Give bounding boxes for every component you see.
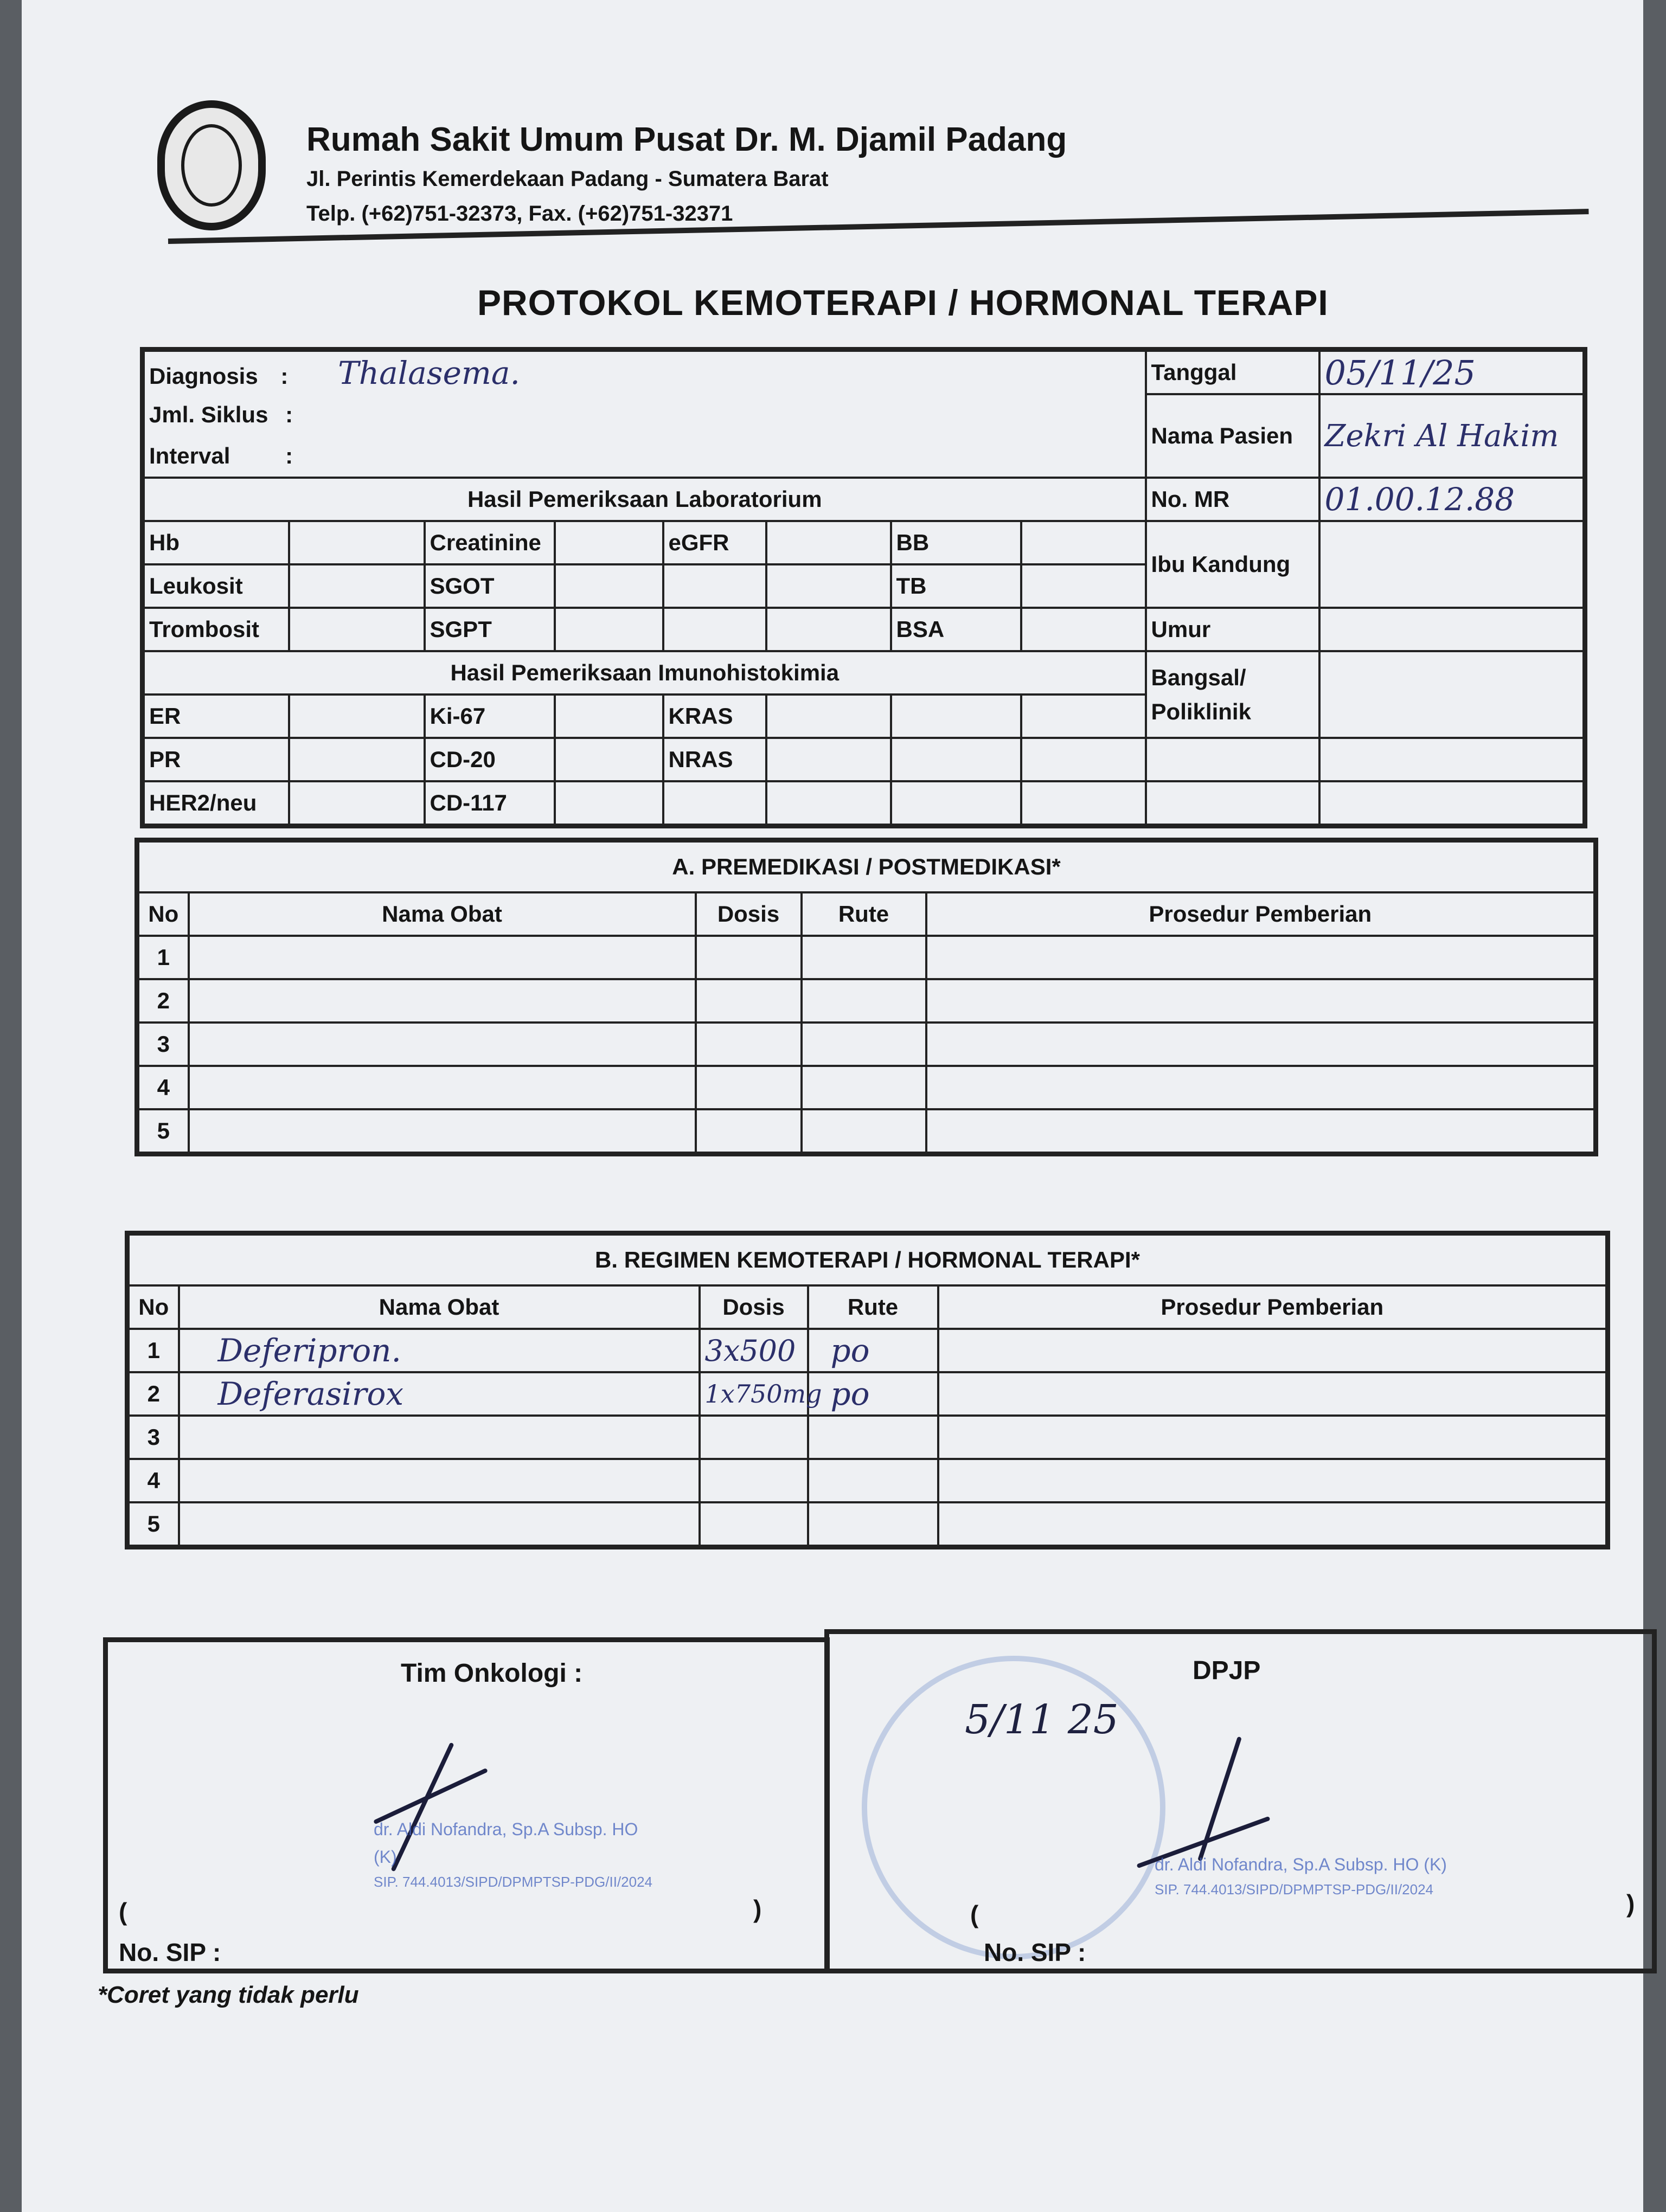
hospital-address: Jl. Perintis Kemerdekaan Padang - Sumatera Barat [306, 167, 829, 191]
table-row: 2 [137, 979, 1596, 1023]
nama-label: Nama Pasien [1146, 394, 1319, 478]
table-row: 3 [137, 1023, 1596, 1066]
form-sheet [22, 0, 1643, 2212]
imuno-heading: Hasil Pemeriksaan Imunohistokimia [143, 651, 1146, 695]
tim-sip-label: No. SIP : [119, 1938, 221, 1966]
diagnosis-value[interactable]: Thalasema. [338, 355, 520, 391]
premed-heading: A. PREMEDIKASI / POSTMEDIKASI* [137, 840, 1596, 893]
tanggal-label: Tanggal [1146, 350, 1319, 395]
hospital-phone: Telp. (+62)751-32373, Fax. (+62)751-32371 [306, 202, 733, 226]
dpjp-label: DPJP [1193, 1656, 1261, 1685]
hospital-logo [157, 100, 266, 230]
table-row: 1 Deferipron. 3x500 po [127, 1329, 1608, 1372]
table-row: 2 Deferasirox 1x750mg po [127, 1372, 1608, 1416]
ibu-label: Ibu Kandung [1146, 521, 1319, 608]
lab-heading: Hasil Pemeriksaan Laboratorium [143, 478, 1146, 521]
ibu-value[interactable] [1319, 521, 1585, 608]
tim-onkologi-label: Tim Onkologi : [401, 1659, 583, 1688]
table-row: 4 [127, 1459, 1608, 1502]
nama-value[interactable]: Zekri Al Hakim [1319, 394, 1585, 478]
dpjp-date: 5/11 25 [965, 1696, 1119, 1743]
table-row: 3 [127, 1416, 1608, 1459]
dpjp-doctor-stamp: dr. Aldi Nofandra, Sp.A Subsp. HO (K) SIP. 744.4013/SIPD/DPMPTSP-PDG/II/2024 [1155, 1855, 1447, 1898]
form-title: PROTOKOL KEMOTERAPI / HORMONAL TERAPI [477, 282, 1329, 323]
umur-label: Umur [1146, 608, 1319, 651]
doctor-stamp: dr. Aldi Nofandra, Sp.A Subsp. HO (K) SIP. 744.4013/SIPD/DPMPTSP-PDG/II/2024 [374, 1819, 652, 1891]
regimen-table: B. REGIMEN KEMOTERAPI / HORMONAL TERAPI* No Nama Obat Dosis Rute Prosedur Pemberian 1 Deferipron. 3x500 po 2 Deferasirox 1x750mg po 3 4 5 [125, 1231, 1610, 1549]
footnote: *Coret yang tidak perlu [98, 1982, 359, 2008]
umur-value[interactable] [1319, 608, 1585, 651]
mr-label: No. MR [1146, 478, 1319, 521]
table-row: 1 [137, 936, 1596, 979]
tim-onkologi-box: Tim Onkologi : dr. Aldi Nofandra, Sp.A Subsp. HO (K) SIP. 744.4013/SIPD/DPMPTSP-PDG/II/2024 ( ) No. SIP : [103, 1637, 830, 1973]
table-row: 4 [137, 1066, 1596, 1109]
bangsal-label: Bangsal/ Poliklinik [1146, 651, 1319, 738]
siklus-row: Jml. Siklus : [143, 394, 1146, 435]
dpjp-box: DPJP 5/11 25 dr. Aldi Nofandra, Sp.A Subsp. HO (K) SIP. 744.4013/SIPD/DPMPTSP-PDG/II/2024 ( ) No. SIP : [824, 1629, 1657, 1973]
diagnosis-row: Diagnosis : Thalasema. [143, 350, 1146, 395]
mr-value[interactable]: 01.00.12.88 [1319, 478, 1585, 521]
interval-row: Interval : [143, 435, 1146, 478]
bangsal-value[interactable] [1319, 651, 1585, 738]
tanggal-value[interactable]: 05/11/25 [1319, 350, 1585, 395]
table-row: 5 [137, 1109, 1596, 1154]
patient-lab-table: Diagnosis : Thalasema. Tanggal 05/11/25 Jml. Siklus : Nama Pasien Zekri Al Hakim Interval : Hasil Pemeriksaan Laboratorium No. MR 01.00.12.88 Hb Creatinine eGFR BB Ibu Kandung Leukosit SGOT TB Trombosit SGPT BSA Umur Hasil Pemeriksaan Imunohistokimia Bangsal/ Poliklinik ER Ki-67 KRAS PR CD-20 NRAS HER2/neu CD-117 [140, 347, 1587, 828]
table-row: 5 [127, 1502, 1608, 1547]
dpjp-sip-label: No. SIP : [984, 1938, 1086, 1966]
diagnosis-label: Diagnosis [149, 363, 258, 389]
hospital-name: Rumah Sakit Umum Pusat Dr. M. Djamil Padang [306, 121, 1067, 158]
premedikasi-table: A. PREMEDIKASI / POSTMEDIKASI* No Nama Obat Dosis Rute Prosedur Pemberian 1 2 3 4 5 [134, 838, 1598, 1156]
regimen-heading: B. REGIMEN KEMOTERAPI / HORMONAL TERAPI* [127, 1233, 1608, 1286]
